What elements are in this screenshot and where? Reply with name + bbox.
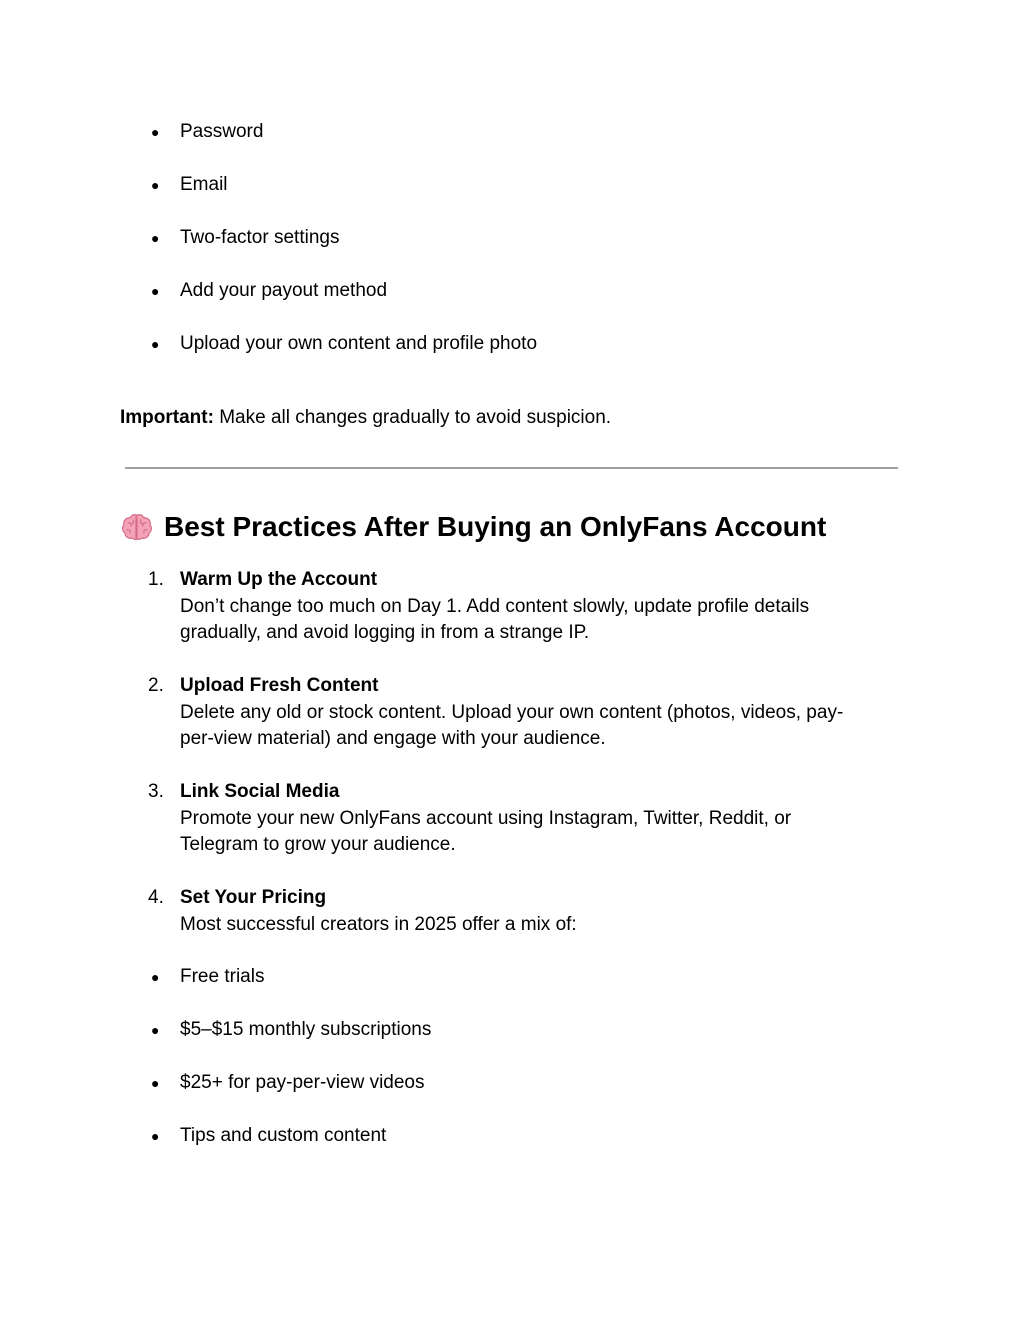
bullet-icon: ● [151,283,160,299]
important-label: Important: [120,407,214,428]
bullet-icon: ● [151,1022,160,1038]
list-item-text: $25+ for pay-per-view videos [180,1072,425,1093]
list-number: 3. [148,781,164,802]
section-heading-text: Best Practices After Buying an OnlyFans Account [164,511,827,542]
bullet-icon: ● [151,177,160,193]
bullet-icon: ● [151,336,160,352]
list-item-body [180,673,870,753]
list-item-text: Password [180,121,264,142]
list-item-text: Email [180,174,228,195]
list-item-description: Most successful creators in 2025 offer a mix of: [180,913,577,935]
list-number: 2. [148,675,164,696]
list-item [148,779,868,885]
list-item-body [180,779,870,859]
important-note [120,406,611,430]
list-item-title: Upload Fresh Content [180,675,379,696]
list-item-text: Upload your own content and profile photo [180,333,538,354]
list-number: 1. [148,569,164,590]
list-item-body [180,885,870,938]
list-item-text: $5–$15 monthly subscriptions [180,1019,432,1040]
list-item [148,673,868,779]
list-item-title: Link Social Media [180,781,340,802]
list-item [148,567,868,673]
bullet-icon: ● [151,969,160,985]
list-number: 4. [148,887,164,908]
list-item-text: Free trials [180,966,265,987]
bullet-icon: ● [151,1128,160,1144]
bullet-icon: ● [151,230,160,246]
list-item-text: Two-factor settings [180,227,340,248]
bullet-icon: ● [151,124,160,140]
brain-icon [120,510,154,544]
section-heading [120,506,826,548]
list-item-text: Tips and custom content [180,1125,387,1146]
list-item-title: Set Your Pricing [180,887,327,908]
list-item-body [180,567,870,647]
list-item-description: Promote your new OnlyFans account using Instagram, Twitter, Reddit, or Telegram to grow your audience. [180,807,792,855]
list-item-description: Don’t change too much on Day 1. Add content slowly, update profile details gradually, and avoid logging in from a strange IP. [180,595,810,643]
bullet-icon: ● [151,1075,160,1091]
horizontal-divider [125,467,898,469]
list-item-text: Add your payout method [180,280,388,301]
numbered-list [148,567,868,991]
important-text: Make all changes gradually to avoid suspicion. [213,407,612,428]
list-item-description: Delete any old or stock content. Upload your own content (photos, videos, pay-per-view material) and engage with your audience. [180,701,844,749]
list-item-title: Warm Up the Account [180,569,378,590]
